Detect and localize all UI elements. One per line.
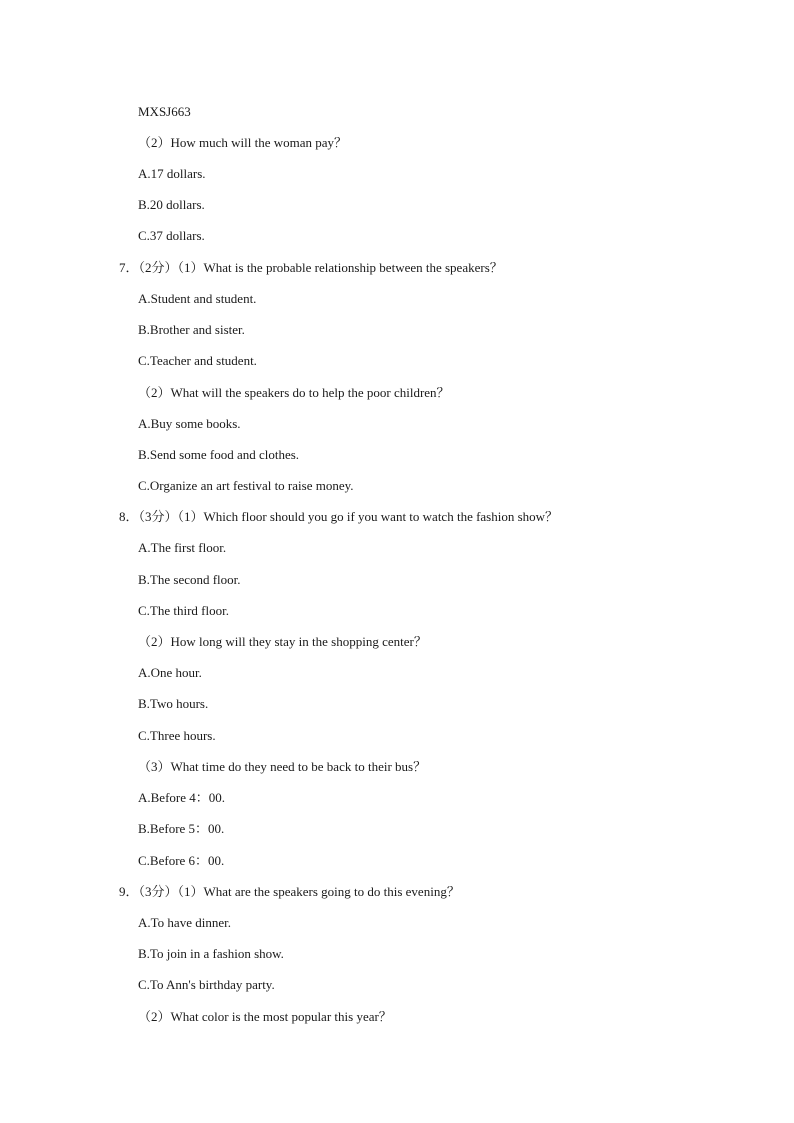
q8-part3-option-b: B.Before 5：00. bbox=[138, 821, 225, 836]
q8-part2-option-a: A.One hour. bbox=[138, 665, 202, 680]
q7-part2-question: （2）What will the speakers do to help the poor children？ bbox=[138, 385, 450, 400]
q7-part1-option-b: B.Brother and sister. bbox=[138, 322, 245, 337]
q8-part3-option-c: C.Before 6：00. bbox=[138, 853, 225, 868]
q8-part2-option-c: C.Three hours. bbox=[138, 728, 216, 743]
q6-part2-option-c: C.37 dollars. bbox=[138, 228, 205, 243]
q8-part1-option-c: C.The third floor. bbox=[138, 603, 229, 618]
q8-part3-option-a: A.Before 4：00. bbox=[138, 790, 226, 805]
q7-part2-option-b: B.Send some food and clothes. bbox=[138, 447, 300, 462]
q8-part3-question: （3）What time do they need to be back to their bus？ bbox=[138, 759, 427, 774]
q8-part2-question: （2）How long will they stay in the shopping center？ bbox=[138, 634, 427, 649]
question-code: MXSJ663 bbox=[138, 104, 191, 119]
q9-part1-option-a: A.To have dinner. bbox=[138, 915, 231, 930]
q7-header: 7．（2分）（1）What is the probable relationship between the speakers？ bbox=[119, 260, 503, 275]
q6-part2-option-b: B.20 dollars. bbox=[138, 197, 205, 212]
q9-part1-option-c: C.To Ann's birthday party. bbox=[138, 977, 275, 992]
q8-part1-option-a: A.The first floor. bbox=[138, 540, 227, 555]
q9-part2-question: （2）What color is the most popular this year？ bbox=[138, 1009, 392, 1024]
q6-part2-question: （2）How much will the woman pay？ bbox=[138, 135, 348, 150]
q8-part1-option-b: B.The second floor. bbox=[138, 572, 241, 587]
q7-part1-option-a: A.Student and student. bbox=[138, 291, 257, 306]
q8-header: 8．（3分）（1）Which floor should you go if you want to watch the fashion show？ bbox=[119, 509, 559, 524]
q7-part1-option-c: C.Teacher and student. bbox=[138, 353, 257, 368]
q7-part2-option-a: A.Buy some books. bbox=[138, 416, 241, 431]
q9-header: 9．（3分）（1）What are the speakers going to do this evening？ bbox=[119, 884, 460, 899]
q6-part2-option-a: A.17 dollars. bbox=[138, 166, 206, 181]
q9-part1-option-b: B.To join in a fashion show. bbox=[138, 946, 284, 961]
q8-part2-option-b: B.Two hours. bbox=[138, 696, 209, 711]
q7-part2-option-c: C.Organize an art festival to raise money. bbox=[138, 478, 354, 493]
